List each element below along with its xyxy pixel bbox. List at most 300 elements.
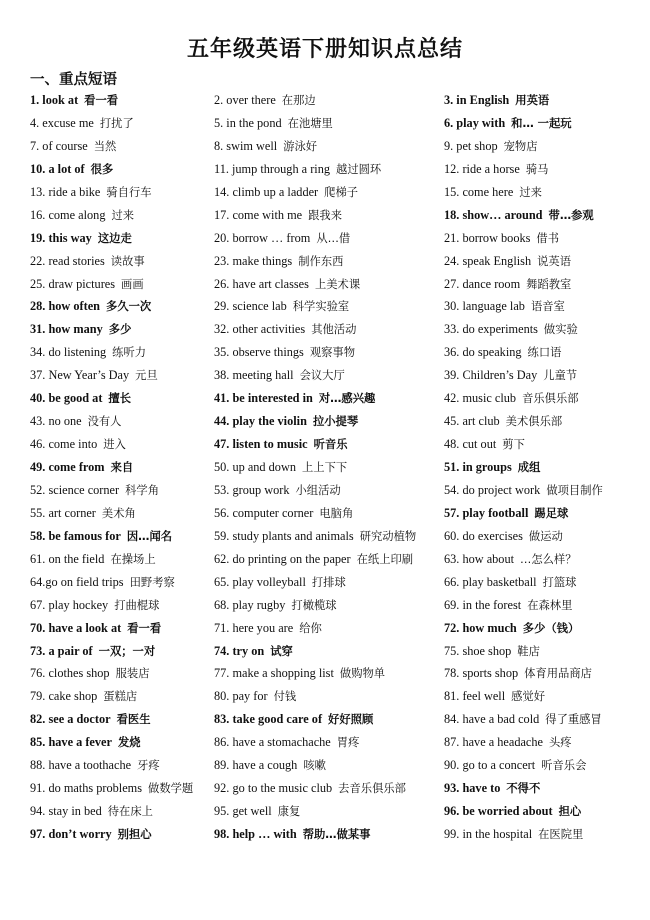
phrase-chinese: 科学实验室 bbox=[292, 300, 350, 314]
phrase-english: 27. dance room bbox=[444, 276, 521, 291]
phrase-item bbox=[214, 800, 440, 823]
phrase-english: 15. come here bbox=[444, 184, 514, 199]
phrase-english: 47. listen to music bbox=[214, 437, 308, 452]
phrase-item bbox=[444, 204, 644, 227]
phrase-item bbox=[30, 364, 210, 387]
phrase-chinese: 拉小提琴 bbox=[312, 415, 359, 429]
phrase-chinese: 剪下 bbox=[502, 438, 525, 452]
phrase-english: 65. play volleyball bbox=[214, 574, 306, 589]
phrase-chinese: 好好照顾 bbox=[328, 713, 374, 727]
phrase-english: 69. in the forest bbox=[444, 597, 522, 612]
phrase-chinese: 读故事 bbox=[110, 254, 145, 268]
phrase-english: 99. in the hospital bbox=[444, 827, 533, 841]
phrase-english: 87. have a headache bbox=[444, 735, 543, 750]
phrase-item bbox=[214, 112, 440, 135]
phrase-row bbox=[0, 410, 650, 433]
phrase-english: 73. a pair of bbox=[30, 643, 93, 658]
phrase-english: 41. be interested in bbox=[214, 391, 313, 406]
phrase-item bbox=[30, 640, 210, 663]
phrase-english: 81. feel well bbox=[444, 689, 506, 704]
phrase-item bbox=[444, 135, 644, 158]
phrase-item bbox=[30, 548, 210, 571]
phrase-item bbox=[444, 364, 644, 387]
phrase-row bbox=[0, 594, 650, 617]
phrase-row bbox=[0, 295, 650, 318]
phrase-english: 55. art corner bbox=[30, 505, 96, 520]
phrase-chinese: 付钱 bbox=[273, 690, 297, 704]
phrase-chinese: 发烧 bbox=[117, 736, 141, 750]
phrase-item bbox=[444, 823, 644, 846]
phrase-item bbox=[444, 525, 644, 548]
phrase-item bbox=[30, 731, 210, 754]
phrase-item bbox=[214, 387, 440, 410]
phrase-item bbox=[444, 502, 644, 525]
phrase-row bbox=[0, 387, 650, 410]
phrase-chinese: 在操场上 bbox=[110, 552, 156, 566]
phrase-item bbox=[214, 525, 440, 548]
phrase-english: 58. be famous for bbox=[30, 528, 121, 543]
phrase-item bbox=[30, 685, 210, 708]
phrase-item bbox=[30, 295, 210, 318]
phrase-english: 54. do project work bbox=[444, 482, 541, 497]
phrase-item bbox=[30, 387, 210, 410]
phrase-item bbox=[444, 777, 644, 800]
phrase-item bbox=[214, 181, 440, 204]
phrase-english: 64.go on field trips bbox=[30, 574, 124, 589]
phrase-item bbox=[214, 410, 440, 433]
phrase-english: 96. be worried about bbox=[444, 804, 553, 819]
phrase-chinese: 听音乐 bbox=[313, 438, 348, 452]
phrase-english: 52. science corner bbox=[30, 482, 120, 497]
phrase-item bbox=[30, 89, 210, 112]
phrase-english: 22. read stories bbox=[30, 253, 105, 268]
phrase-item bbox=[214, 662, 440, 685]
phrase-row bbox=[0, 479, 650, 502]
phrase-english: 62. do printing on the paper bbox=[214, 551, 351, 566]
phrase-english: 66. play basketball bbox=[444, 574, 537, 589]
phrase-item bbox=[214, 571, 440, 594]
phrase-chinese: 当然 bbox=[93, 139, 117, 153]
phrase-chinese: 过来 bbox=[519, 185, 542, 199]
phrase-english: 10. a lot of bbox=[30, 161, 85, 176]
phrase-english: 86. have a stomachache bbox=[214, 735, 331, 750]
phrase-chinese: 牙疼 bbox=[137, 759, 160, 773]
phrase-chinese: 多少（钱） bbox=[522, 621, 580, 635]
phrase-chinese: 进入 bbox=[103, 438, 126, 452]
phrase-row bbox=[0, 731, 650, 754]
phrase-item bbox=[30, 318, 210, 341]
phrase-english: 93. have to bbox=[444, 781, 501, 796]
phrase-english: 60. do exercises bbox=[444, 528, 523, 543]
phrase-chinese: 一双；一对 bbox=[98, 644, 156, 658]
phrase-english: 95. get well bbox=[214, 804, 272, 819]
phrase-english: 16. come along bbox=[30, 207, 106, 222]
phrase-chinese: 元旦 bbox=[135, 369, 158, 383]
phrase-english: 90. go to a concert bbox=[444, 758, 536, 773]
phrase-chinese: 宠物店 bbox=[503, 139, 538, 153]
phrase-chinese: 帮助…做某事 bbox=[302, 828, 371, 841]
phrase-english: 56. computer corner bbox=[214, 505, 314, 520]
phrase-chinese: 画画 bbox=[121, 277, 144, 291]
phrase-chinese: 小组活动 bbox=[295, 483, 341, 497]
phrase-item bbox=[214, 708, 440, 731]
phrase-chinese: 打篮球 bbox=[542, 575, 577, 589]
phrase-item bbox=[214, 364, 440, 387]
phrase-row bbox=[0, 800, 650, 823]
phrase-english: 83. take good care of bbox=[214, 712, 323, 727]
phrase-chinese: 服装店 bbox=[115, 667, 150, 681]
phrase-chinese: 练口语 bbox=[527, 346, 562, 360]
phrase-chinese: 得了重感冒 bbox=[545, 713, 602, 727]
phrase-item bbox=[30, 227, 210, 250]
phrase-english: 42. music club bbox=[444, 391, 517, 406]
phrase-row bbox=[0, 89, 650, 112]
phrase-item bbox=[30, 433, 210, 456]
phrase-english: 20. borrow … from bbox=[214, 230, 311, 245]
phrase-row bbox=[0, 708, 650, 731]
phrase-chinese: 语音室 bbox=[530, 300, 565, 314]
phrase-item bbox=[30, 594, 210, 617]
phrase-chinese: 做购物单 bbox=[339, 667, 386, 681]
phrase-item bbox=[444, 410, 644, 433]
phrase-chinese: 在森林里 bbox=[527, 598, 573, 612]
phrase-english: 40. be good at bbox=[30, 391, 103, 406]
phrase-english: 72. how much bbox=[444, 620, 517, 635]
phrase-item bbox=[30, 112, 210, 135]
phrase-chinese: 蛋糕店 bbox=[103, 690, 138, 704]
phrase-english: 5. in the pond bbox=[214, 115, 282, 130]
phrase-chinese: 在那边 bbox=[281, 94, 316, 107]
phrase-row bbox=[0, 433, 650, 456]
phrase-item bbox=[444, 433, 644, 456]
phrase-english: 26. have art classes bbox=[214, 276, 309, 291]
phrase-chinese: 其他活动 bbox=[311, 323, 357, 337]
phrase-item bbox=[444, 617, 644, 640]
phrase-chinese: 儿童节 bbox=[543, 369, 578, 383]
phrase-chinese: 用英语 bbox=[515, 94, 550, 107]
phrase-item bbox=[214, 685, 440, 708]
phrase-chinese: 踢足球 bbox=[534, 506, 569, 520]
phrase-chinese: 体育用品商店 bbox=[524, 667, 592, 681]
phrase-english: 97. don’t worry bbox=[30, 827, 112, 841]
phrase-chinese: 过来 bbox=[111, 208, 135, 222]
phrase-item bbox=[214, 479, 440, 502]
phrase-chinese: 游泳好 bbox=[283, 139, 318, 153]
phrase-item bbox=[214, 823, 440, 846]
phrase-item bbox=[214, 273, 440, 296]
phrase-row bbox=[0, 754, 650, 777]
phrase-english: 43. no one bbox=[30, 414, 82, 429]
phrase-item bbox=[214, 731, 440, 754]
phrase-item bbox=[214, 204, 440, 227]
phrase-english: 84. have a bad cold bbox=[444, 712, 540, 727]
phrase-item bbox=[214, 158, 440, 181]
phrase-chinese: 看一看 bbox=[127, 621, 162, 635]
phrase-item bbox=[30, 410, 210, 433]
phrase-chinese: 美术俱乐部 bbox=[505, 415, 563, 429]
phrase-english: 9. pet shop bbox=[444, 138, 498, 153]
phrase-chinese: …怎么样？ bbox=[520, 552, 577, 566]
phrase-english: 38. meeting hall bbox=[214, 368, 294, 383]
phrase-chinese: 试穿 bbox=[270, 644, 293, 658]
phrase-item bbox=[444, 731, 644, 754]
phrase-chinese: 别担心 bbox=[117, 828, 152, 841]
phrase-row bbox=[0, 662, 650, 685]
phrase-english: 29. science lab bbox=[214, 299, 287, 314]
phrase-chinese: 打橄榄球 bbox=[291, 598, 337, 612]
phrase-chinese: 在池塘里 bbox=[287, 116, 333, 130]
phrase-row bbox=[0, 158, 650, 181]
phrase-item bbox=[214, 295, 440, 318]
phrase-chinese: 骑自行车 bbox=[106, 185, 152, 199]
phrase-english: 14. climb up a ladder bbox=[214, 184, 319, 199]
phrase-english: 48. cut out bbox=[444, 437, 497, 452]
phrase-chinese: 胃疼 bbox=[336, 736, 360, 750]
phrase-chinese: 音乐俱乐部 bbox=[522, 392, 579, 406]
phrase-item bbox=[444, 479, 644, 502]
phrase-item bbox=[444, 295, 644, 318]
phrase-english: 91. do maths problems bbox=[30, 781, 143, 796]
phrase-item bbox=[30, 502, 210, 525]
phrase-chinese: 康复 bbox=[277, 805, 301, 819]
phrase-item bbox=[214, 89, 440, 112]
phrase-item bbox=[444, 341, 644, 364]
phrase-english: 80. pay for bbox=[214, 689, 268, 704]
phrase-english: 51. in groups bbox=[444, 460, 512, 474]
phrase-english: 71. here you are bbox=[214, 620, 294, 635]
phrase-row bbox=[0, 112, 650, 135]
phrase-item bbox=[30, 754, 210, 777]
phrase-chinese: 对…感兴趣 bbox=[318, 392, 376, 406]
phrase-item bbox=[444, 273, 644, 296]
phrase-item bbox=[444, 662, 644, 685]
phrase-chinese: 跟我来 bbox=[308, 208, 343, 222]
phrase-chinese: 从…借 bbox=[316, 231, 351, 245]
phrase-item bbox=[30, 479, 210, 502]
phrase-chinese: 头疼 bbox=[549, 736, 572, 750]
phrase-item bbox=[214, 456, 440, 479]
phrase-english: 24. speak English bbox=[444, 253, 532, 268]
phrase-chinese: 上美术课 bbox=[314, 277, 361, 291]
phrase-chinese: 练听力 bbox=[112, 346, 147, 360]
phrase-english: 17. come with me bbox=[214, 207, 303, 222]
phrase-english: 82. see a doctor bbox=[30, 712, 111, 727]
phrase-chinese: 科学角 bbox=[125, 483, 160, 497]
phrase-english: 25. draw pictures bbox=[30, 276, 116, 291]
phrase-chinese: 在医院里 bbox=[538, 828, 584, 841]
phrase-english: 77. make a shopping list bbox=[214, 666, 334, 681]
phrase-chinese: 待在床上 bbox=[107, 805, 153, 819]
phrase-grid bbox=[0, 89, 650, 846]
phrase-item bbox=[444, 158, 644, 181]
phrase-item bbox=[444, 640, 644, 663]
phrase-english: 31. how many bbox=[30, 322, 103, 337]
phrase-row bbox=[0, 227, 650, 250]
phrase-english: 49. come from bbox=[30, 460, 105, 474]
phrase-chinese: 爬梯子 bbox=[324, 185, 359, 199]
phrase-chinese: 擅长 bbox=[108, 392, 132, 406]
phrase-english: 70. have a look at bbox=[30, 620, 122, 635]
phrase-item bbox=[30, 571, 210, 594]
page-title: 五年级英语下册知识点总结 bbox=[186, 36, 463, 62]
phrase-item bbox=[444, 112, 644, 135]
phrase-item bbox=[30, 823, 210, 846]
phrase-item bbox=[30, 341, 210, 364]
phrase-english: 57. play football bbox=[444, 505, 529, 520]
phrase-english: 45. art club bbox=[444, 414, 500, 429]
phrase-english: 39. Children’s Day bbox=[444, 368, 538, 383]
phrase-item bbox=[444, 708, 644, 731]
phrase-item bbox=[444, 387, 644, 410]
phrase-chinese: 做运动 bbox=[528, 529, 563, 543]
phrase-item bbox=[30, 800, 210, 823]
phrase-chinese: 借书 bbox=[536, 231, 560, 245]
phrase-chinese: 多久一次 bbox=[106, 300, 152, 314]
phrase-item bbox=[444, 594, 644, 617]
phrase-chinese: 电脑角 bbox=[319, 506, 354, 520]
phrase-chinese: 鞋店 bbox=[517, 644, 540, 658]
phrase-english: 3. in English bbox=[444, 93, 510, 107]
phrase-item bbox=[444, 250, 644, 273]
phrase-english: 78. sports shop bbox=[444, 666, 519, 681]
phrase-english: 37. New Year’s Day bbox=[30, 368, 130, 383]
phrase-english: 4. excuse me bbox=[30, 115, 94, 130]
phrase-chinese: 成组 bbox=[517, 461, 541, 474]
phrase-english: 21. borrow books bbox=[444, 230, 531, 245]
phrase-english: 18. show… around bbox=[444, 207, 543, 222]
phrase-english: 88. have a toothache bbox=[30, 758, 132, 773]
phrase-english: 67. play hockey bbox=[30, 597, 109, 612]
phrase-item bbox=[30, 204, 210, 227]
phrase-english: 76. clothes shop bbox=[30, 666, 110, 681]
phrase-item bbox=[30, 158, 210, 181]
phrase-chinese: 观察事物 bbox=[309, 346, 356, 360]
phrase-chinese: 打曲棍球 bbox=[114, 598, 160, 612]
section-heading: 一、重点短语 bbox=[30, 72, 117, 88]
phrase-chinese: 打排球 bbox=[311, 575, 346, 589]
phrase-row bbox=[0, 571, 650, 594]
phrase-item bbox=[30, 662, 210, 685]
phrase-chinese: 说英语 bbox=[537, 254, 571, 268]
phrase-chinese: 打扰了 bbox=[99, 116, 134, 130]
phrase-row bbox=[0, 502, 650, 525]
phrase-item bbox=[214, 502, 440, 525]
phrase-chinese: 做数学题 bbox=[148, 782, 194, 796]
phrase-item bbox=[30, 456, 210, 479]
phrase-chinese: 舞蹈教室 bbox=[526, 277, 572, 291]
phrase-english: 53. group work bbox=[214, 482, 290, 497]
phrase-english: 13. ride a bike bbox=[30, 184, 101, 199]
phrase-item bbox=[214, 777, 440, 800]
phrase-row bbox=[0, 273, 650, 296]
phrase-item bbox=[214, 135, 440, 158]
phrase-item bbox=[444, 456, 644, 479]
phrase-chinese: 看一看 bbox=[84, 94, 119, 107]
phrase-item bbox=[30, 617, 210, 640]
phrase-item bbox=[30, 525, 210, 548]
phrase-chinese: 做项目制作 bbox=[546, 483, 603, 497]
phrase-chinese: 不得不 bbox=[506, 782, 541, 796]
phrase-item bbox=[30, 777, 210, 800]
phrase-row bbox=[0, 548, 650, 571]
phrase-english: 33. do experiments bbox=[444, 322, 538, 337]
phrase-item bbox=[444, 800, 644, 823]
phrase-chinese: 会议大厅 bbox=[299, 369, 345, 383]
phrase-chinese: 看医生 bbox=[116, 713, 151, 727]
phrase-english: 28. how often bbox=[30, 299, 101, 314]
phrase-item bbox=[214, 640, 440, 663]
phrase-english: 11. jump through a ring bbox=[214, 161, 331, 176]
phrase-chinese: 很多 bbox=[90, 162, 114, 176]
phrase-chinese: 和… 一起玩 bbox=[511, 116, 572, 130]
phrase-item bbox=[444, 548, 644, 571]
phrase-item bbox=[30, 273, 210, 296]
phrase-english: 8. swim well bbox=[214, 138, 278, 153]
phrase-item bbox=[30, 708, 210, 731]
phrase-item bbox=[444, 318, 644, 341]
phrase-chinese: 感觉好 bbox=[511, 690, 546, 704]
phrase-chinese: 这边走 bbox=[97, 231, 132, 245]
phrase-english: 46. come into bbox=[30, 437, 98, 452]
phrase-english: 89. have a cough bbox=[214, 758, 298, 773]
phrase-english: 32. other activities bbox=[214, 322, 306, 337]
phrase-english: 75. shoe shop bbox=[444, 643, 512, 658]
phrase-row bbox=[0, 318, 650, 341]
phrase-english: 79. cake shop bbox=[30, 689, 98, 704]
phrase-item bbox=[444, 181, 644, 204]
phrase-english: 68. play rugby bbox=[214, 597, 286, 612]
phrase-english: 63. how about bbox=[444, 551, 515, 566]
phrase-item bbox=[214, 617, 440, 640]
phrase-item bbox=[444, 754, 644, 777]
phrase-item bbox=[214, 548, 440, 571]
phrase-english: 35. observe things bbox=[214, 345, 304, 360]
phrase-item bbox=[444, 571, 644, 594]
phrase-row bbox=[0, 640, 650, 663]
phrase-chinese: 越过圆环 bbox=[336, 162, 382, 176]
phrase-english: 34. do listening bbox=[30, 345, 107, 360]
phrase-row bbox=[0, 823, 650, 846]
phrase-english: 23. make things bbox=[214, 253, 293, 268]
phrase-row bbox=[0, 204, 650, 227]
phrase-item bbox=[214, 594, 440, 617]
phrase-english: 1. look at bbox=[30, 93, 79, 107]
phrase-item bbox=[214, 433, 440, 456]
phrase-english: 94. stay in bed bbox=[30, 804, 102, 819]
phrase-english: 36. do speaking bbox=[444, 345, 522, 360]
phrase-chinese: 去音乐俱乐部 bbox=[338, 782, 406, 796]
phrase-item bbox=[444, 227, 644, 250]
phrase-english: 7. of course bbox=[30, 138, 88, 153]
phrase-english: 30. language lab bbox=[444, 299, 525, 314]
phrase-item bbox=[214, 250, 440, 273]
phrase-chinese: 来自 bbox=[110, 461, 134, 474]
phrase-chinese: 给你 bbox=[299, 621, 322, 635]
phrase-row bbox=[0, 135, 650, 158]
phrase-row bbox=[0, 777, 650, 800]
phrase-english: 2. over there bbox=[214, 93, 276, 107]
phrase-row bbox=[0, 181, 650, 204]
phrase-chinese: 做实验 bbox=[543, 323, 578, 337]
phrase-row bbox=[0, 250, 650, 273]
phrase-chinese: 没有人 bbox=[87, 415, 122, 429]
phrase-item bbox=[214, 318, 440, 341]
phrase-row bbox=[0, 341, 650, 364]
phrase-english: 98. help … with bbox=[214, 827, 297, 841]
phrase-chinese: 制作东西 bbox=[298, 254, 344, 268]
phrase-chinese: 田野考察 bbox=[129, 575, 175, 589]
phrase-row bbox=[0, 364, 650, 387]
